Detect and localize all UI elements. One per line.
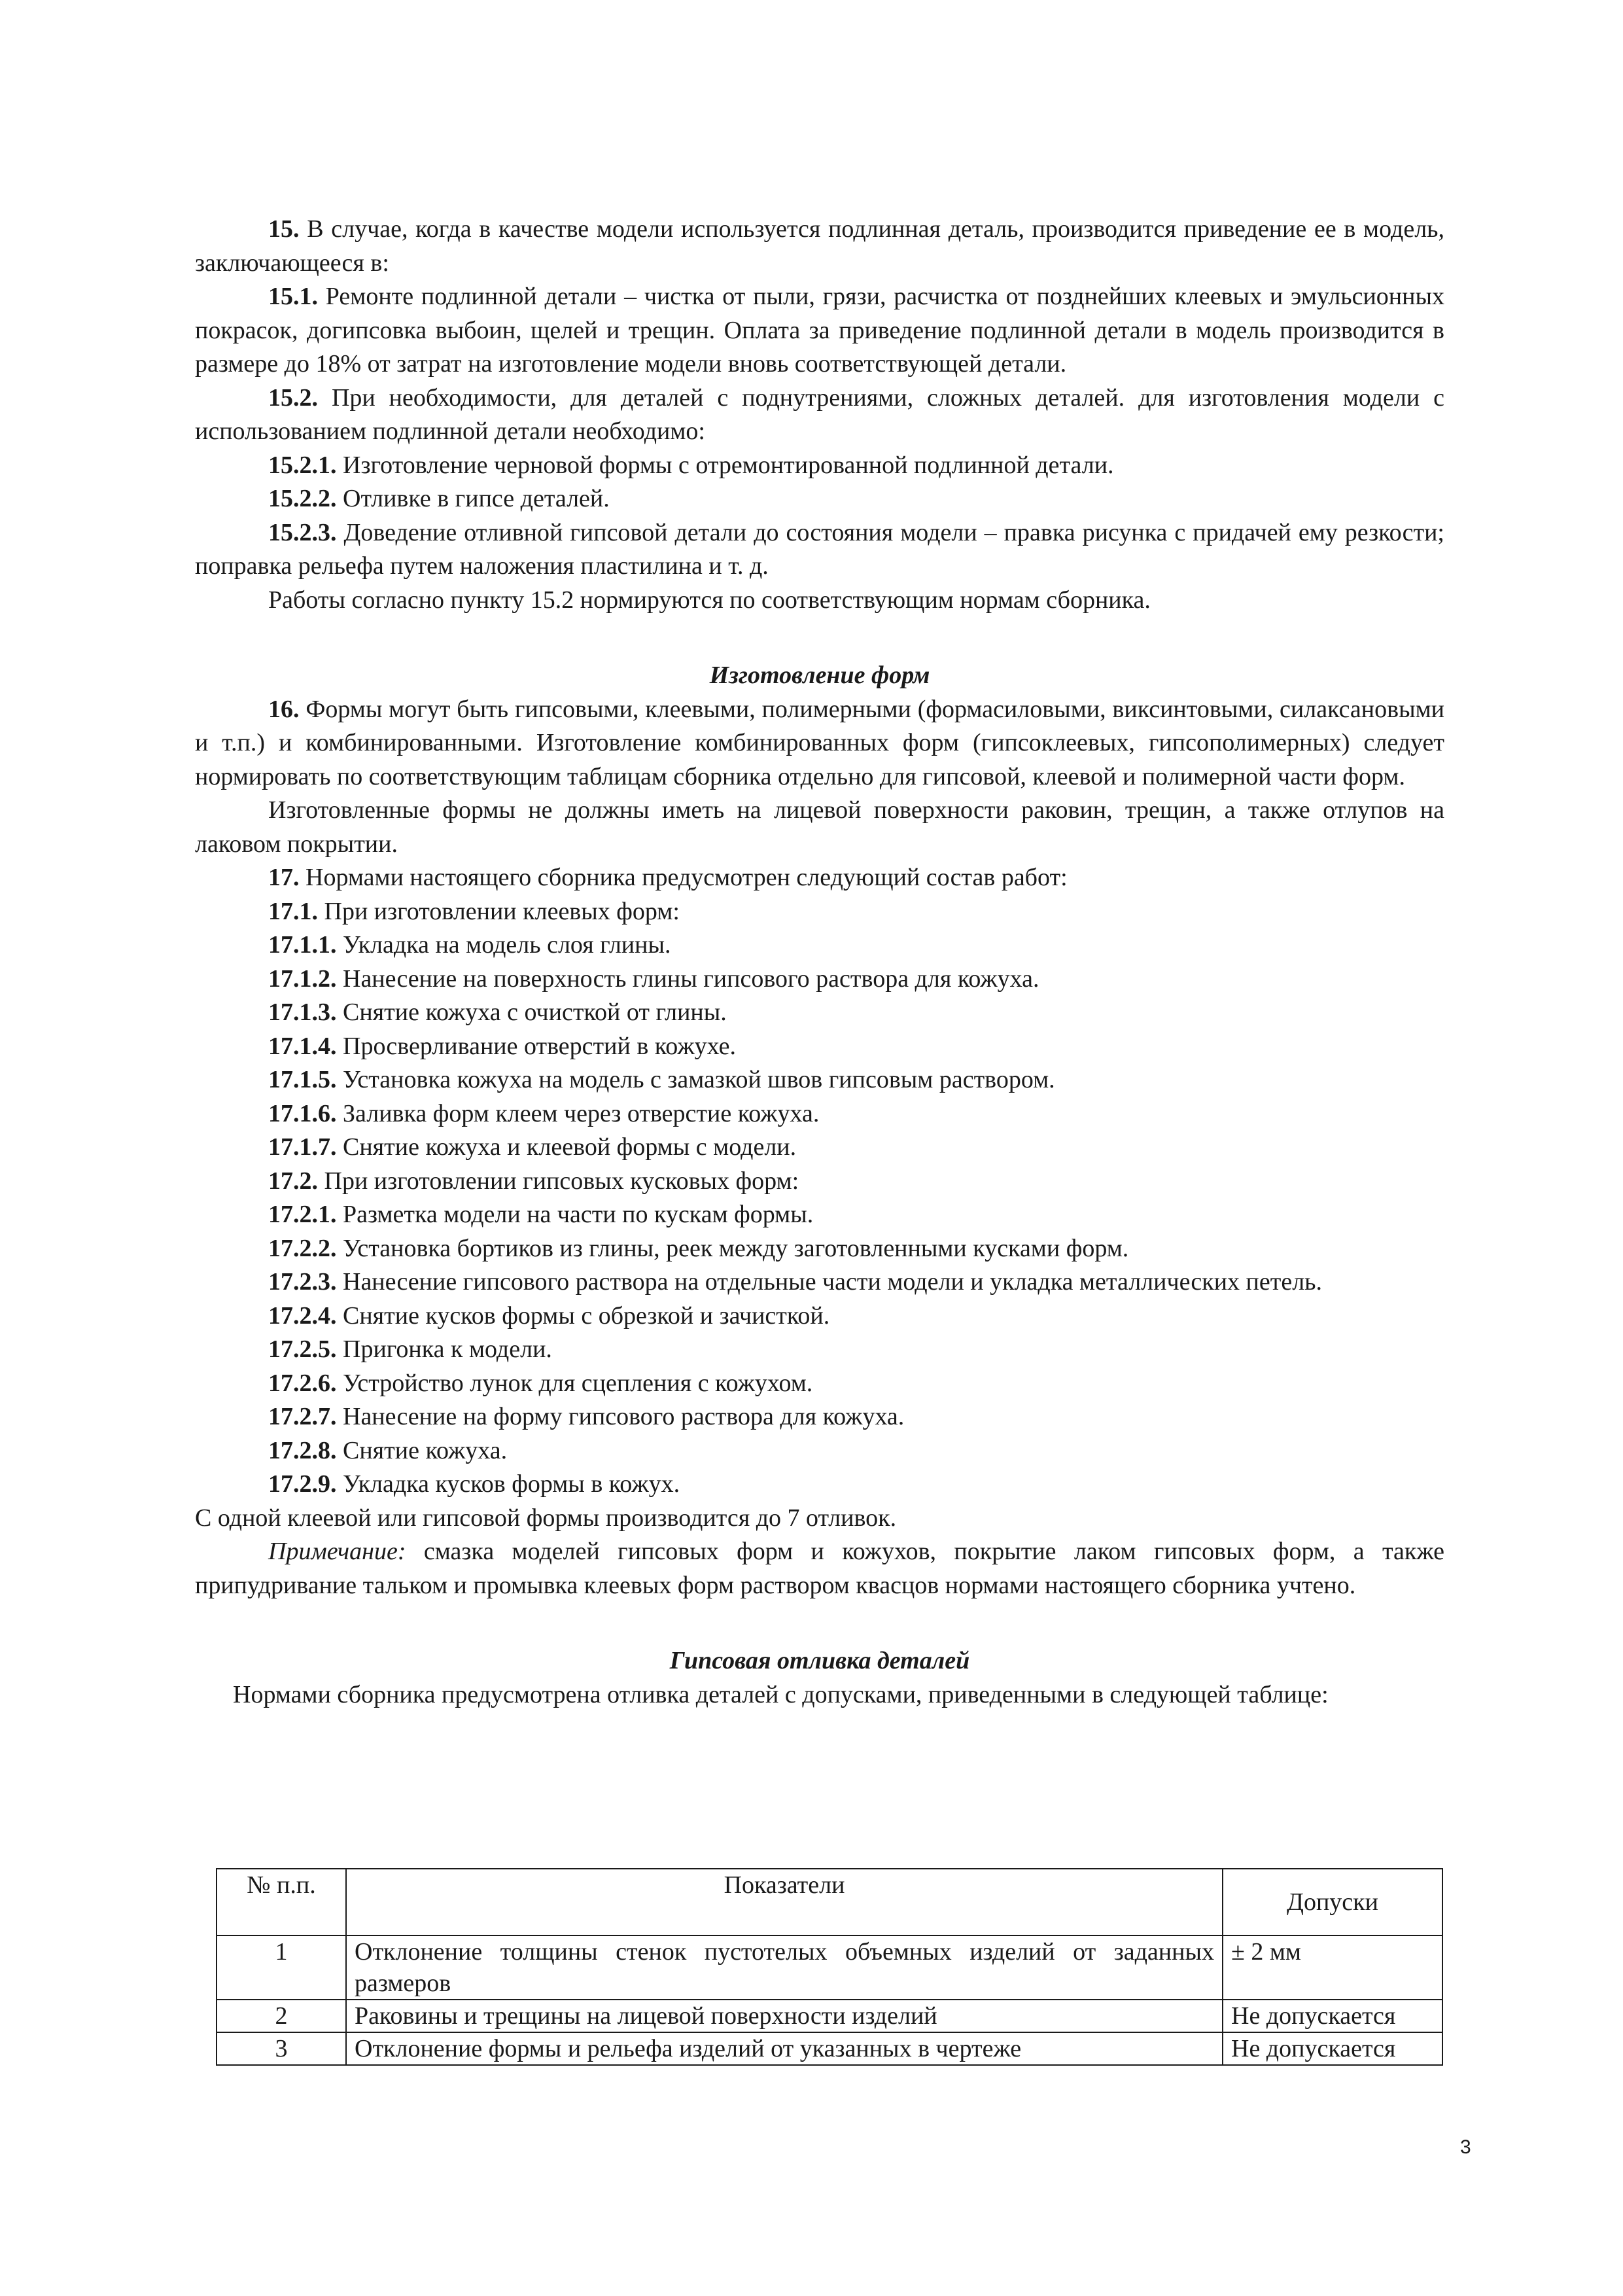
body-text — [195, 213, 1444, 1712]
list-item: 17.1.6. Заливка форм клеем через отверстие кожуха. — [268, 1099, 820, 1127]
list-item: 17.2.3. Нанесение гипсового раствора на отдельные части модели и укладка металлических петель. — [268, 1268, 1323, 1296]
spacer — [195, 1602, 1444, 1644]
list-item: 17.1.2. Нанесение на поверхность глины гипсового раствора для кожуха. — [268, 964, 1039, 993]
list-item: 17.1.1. Укладка на модель слоя глины. — [268, 931, 671, 959]
paragraph-16-b: Изготовленные формы не должны иметь на лицевой поверхности раковин, трещин, а также отлупов на лаковом покрытии. — [195, 796, 1444, 858]
list-item: 17.2.7. Нанесение на форму гипсового раствора для кожуха. — [268, 1403, 905, 1430]
column-header-tolerances: Допуски — [1223, 1869, 1442, 1935]
paragraph-15-closing: Работы согласно пункту 15.2 нормируются по соответствующим нормам сборника. — [268, 586, 1151, 614]
tolerance-table — [216, 1868, 1443, 2066]
column-header-indicators: Показатели — [346, 1869, 1223, 1935]
list-item: 17.2.5. Пригонка к модели. — [268, 1335, 552, 1363]
list-item: 17.2.1. Разметка модели на части по кускам формы. — [268, 1201, 814, 1228]
heading-casting: Гипсовая отливка деталей — [669, 1647, 970, 1674]
table-cell-indicator: Раковины и трещины на лицевой поверхности изделий — [346, 2000, 1223, 2032]
table-header-row — [217, 1869, 1442, 1935]
paragraph-15: 15. В случае, когда в качестве модели используется подлинная деталь, производится приведение ее в модель, заключающееся в: — [195, 215, 1444, 277]
note-paragraph: Примечание: смазка моделей гипсовых форм и кожухов, покрытие лаком гипсовых форм, а также припудривание тальком и промывка клеевых форм раствором квасцов нормами настоящего сборника учтено. — [195, 1538, 1444, 1599]
table-cell-number: 1 — [217, 1935, 346, 2000]
paragraph-15-2-2: 15.2.2. Отливке в гипсе деталей. — [268, 485, 610, 512]
casts-count-text: С одной клеевой или гипсовой формы производится до 7 отливок. — [195, 1504, 897, 1532]
paragraph-15-1: 15.1. Ремонте подлинной детали – чистка от пыли, грязи, расчистка от позднейших клеевых и эмульсионных покрасок, догипсовка выбоин, щелей и трещин. Оплата за приведение подлинной детали в модель производится в размере до 18% от затрат на изготовление модели вновь соответствующей детали. — [195, 283, 1444, 378]
table-cell-indicator: Отклонение толщины стенок пустотелых объемных изделий от заданных размеров — [346, 1935, 1223, 2000]
table-row — [217, 2032, 1442, 2065]
table-cell-number: 2 — [217, 2000, 346, 2032]
list-item: 17.2.4. Снятие кусков формы с обрезкой и зачисткой. — [268, 1301, 830, 1330]
table-cell-indicator: Отклонение формы и рельефа изделий от указанных в чертеже — [346, 2032, 1223, 2065]
spacer — [195, 617, 1444, 659]
list-item: 17.1.4. Просверливание отверстий в кожухе. — [268, 1032, 737, 1060]
table-row — [217, 2000, 1442, 2032]
list-item: 17.1. При изготовлении клеевых форм: — [268, 897, 680, 925]
table-cell-tolerance: ± 2 мм — [1223, 1935, 1442, 2000]
list-item: 17.2.8. Снятие кожуха. — [268, 1436, 508, 1464]
list-item: 17.1.7. Снятие кожуха и клеевой формы с модели. — [268, 1133, 797, 1161]
table-cell-tolerance: Не допускается — [1223, 2032, 1442, 2065]
list-item: 17.2.6. Устройство лунок для сцепления с кожухом. — [268, 1369, 813, 1397]
paragraph-17: 17. Нормами настоящего сборника предусмотрен следующий состав работ: — [268, 864, 1068, 891]
list-item: 17.2. При изготовлении гипсовых кусковых форм: — [268, 1167, 799, 1195]
note-label: Примечание: — [268, 1538, 406, 1565]
paragraph-15-2-1: 15.2.1. Изготовление черновой формы с отремонтированной подлинной детали. — [268, 451, 1114, 479]
paragraph-15-2-3: 15.2.3. Доведение отливной гипсовой детали до состояния модели – правка рисунка с придачей ему резкости; поправка рельефа путем наложения пластилина и т. д. — [195, 518, 1444, 580]
list-item: 17.1.5. Установка кожуха на модель с замазкой швов гипсовым раствором. — [268, 1066, 1055, 1093]
column-header-number: № п.п. — [217, 1869, 346, 1935]
heading-forms: Изготовление форм — [709, 662, 930, 689]
paragraph-15-2: 15.2. При необходимости, для деталей с поднутрениями, сложных деталей. для изготовления модели с использованием подлинной детали необходимо: — [195, 383, 1444, 445]
paragraph-16: 16. Формы могут быть гипсовыми, клеевыми, полимерными (формасиловыми, виксинтовыми, силаксановыми и т.п.) и комбинированными. Изготовление комбинированных форм (гипсоклеевых, гипсополимерных) следует нормировать по соответствующим таблицам сборника отдельно для гипсовой, клеевой и полимерной части форм. — [195, 695, 1444, 790]
table-cell-number: 3 — [217, 2032, 346, 2065]
list-item: 17.1.3. Снятие кожуха с очисткой от глины. — [268, 998, 727, 1026]
table-row — [217, 1935, 1442, 2000]
list-item: 17.2.9. Укладка кусков формы в кожух. — [268, 1470, 680, 1498]
table-cell-tolerance: Не допускается — [1223, 2000, 1442, 2032]
casting-intro: Нормами сборника предусмотрена отливка деталей с допусками, приведенными в следующей таблице: — [233, 1680, 1329, 1708]
list-item: 17.2.2. Установка бортиков из глины, реек между заготовленными кусками форм. — [268, 1234, 1129, 1262]
page-number: 3 — [1460, 2136, 1471, 2158]
